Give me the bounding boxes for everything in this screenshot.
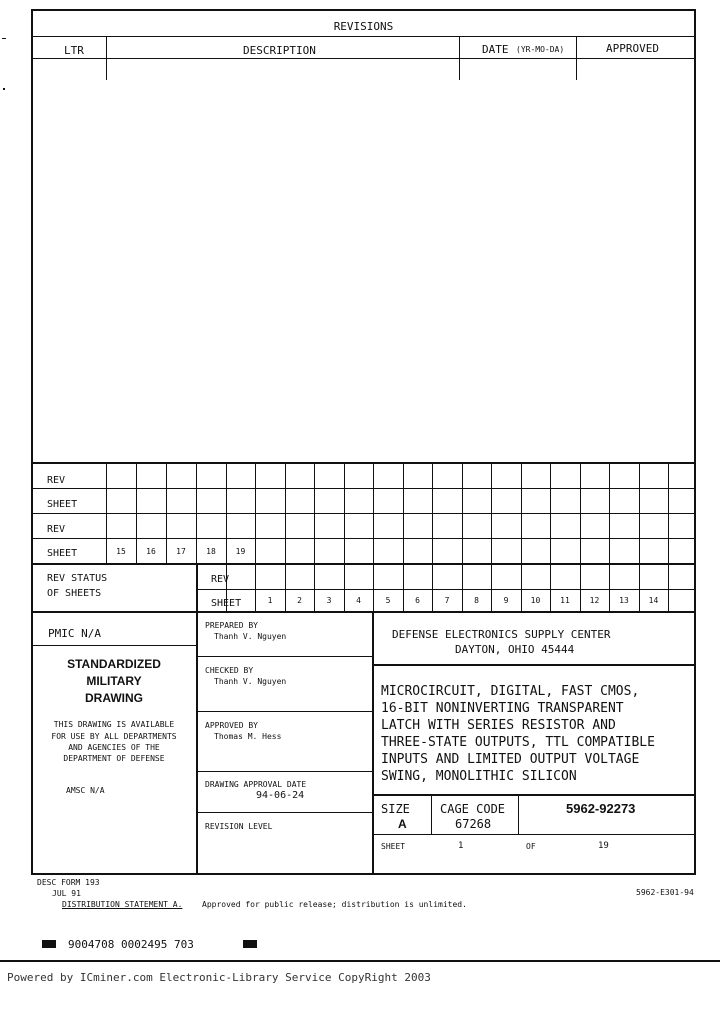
rule bbox=[197, 656, 372, 657]
rule bbox=[491, 463, 492, 563]
doc-code: 5962-E301-94 bbox=[636, 888, 694, 897]
size-value: A bbox=[398, 817, 407, 831]
sheet-number: 5 bbox=[385, 596, 391, 605]
sheet-number: 7 bbox=[444, 596, 450, 605]
rule bbox=[197, 771, 372, 772]
sheet-number: 12 bbox=[589, 596, 600, 605]
standardized-line2: MILITARY bbox=[86, 674, 142, 688]
sheet-number: 17 bbox=[176, 547, 186, 556]
rule bbox=[197, 812, 372, 813]
pmic: PMIC N/A bbox=[48, 627, 101, 640]
approval-date-label: DRAWING APPROVAL DATE bbox=[205, 780, 307, 789]
form-number: DESC FORM 193 bbox=[37, 878, 100, 887]
revision-level-label: REVISION LEVEL bbox=[205, 822, 273, 831]
rule bbox=[373, 794, 695, 796]
title-line5: INPUTS AND LIMITED OUTPUT VOLTAGE bbox=[381, 752, 640, 767]
label-rev: REV bbox=[47, 524, 66, 535]
rule bbox=[373, 664, 695, 666]
label-rev: REV bbox=[47, 475, 66, 486]
sheet-number: 11 bbox=[560, 596, 570, 605]
standardized-line1: STANDARDIZED bbox=[67, 657, 161, 671]
prepared-label: PREPARED BY bbox=[205, 621, 258, 630]
rev-status-line2: OF SHEETS bbox=[47, 588, 102, 599]
title-line3: LATCH WITH SERIES RESISTOR AND bbox=[381, 718, 616, 733]
sheet-number: 10 bbox=[530, 596, 541, 605]
rule bbox=[196, 563, 198, 875]
col-date-format: (YR-MO-DA) bbox=[516, 45, 565, 54]
rule bbox=[285, 463, 286, 563]
amsc: AMSC N/A bbox=[66, 786, 105, 795]
sheet-number: 14 bbox=[648, 596, 659, 605]
sheet-total: 19 bbox=[598, 841, 609, 851]
cage-value: 67268 bbox=[455, 817, 492, 831]
barcode-block-right bbox=[243, 940, 257, 948]
col-approved: APPROVED bbox=[606, 42, 659, 55]
rule bbox=[226, 564, 227, 611]
barcode-text: 9004708 0002495 703 bbox=[68, 938, 194, 951]
cage-label: CAGE CODE bbox=[440, 802, 506, 816]
rule bbox=[196, 589, 695, 590]
rule bbox=[32, 462, 695, 464]
rule bbox=[372, 611, 374, 875]
rule bbox=[431, 795, 432, 834]
rule bbox=[32, 563, 695, 565]
sheet-number: 15 bbox=[116, 547, 126, 556]
rule bbox=[518, 795, 519, 834]
col-description: DESCRIPTION bbox=[243, 44, 316, 57]
rule bbox=[32, 645, 196, 646]
rule bbox=[32, 538, 695, 539]
availability-line3: AND AGENCIES OF THE bbox=[68, 743, 160, 752]
rule bbox=[462, 463, 463, 563]
rule bbox=[255, 463, 256, 563]
availability-line1: THIS DRAWING IS AVAILABLE bbox=[53, 720, 175, 729]
rule bbox=[32, 58, 695, 59]
rule bbox=[373, 463, 374, 563]
center-line1: DEFENSE ELECTRONICS SUPPLY CENTER bbox=[392, 628, 611, 641]
sheet-number: 4 bbox=[356, 596, 361, 605]
col-ltr: LTR bbox=[64, 44, 84, 57]
label-rev: REV bbox=[211, 574, 230, 585]
rule bbox=[373, 834, 695, 835]
checked-label: CHECKED BY bbox=[205, 666, 254, 675]
label-sheet: SHEET bbox=[47, 548, 78, 559]
approval-date-value: 94-06-24 bbox=[256, 790, 305, 801]
rule bbox=[576, 36, 577, 80]
distribution-label: DISTRIBUTION STATEMENT A. bbox=[62, 900, 183, 909]
title-line4: THREE-STATE OUTPUTS, TTL COMPATIBLE bbox=[381, 735, 655, 750]
checked-name: Thanh V. Nguyen bbox=[214, 677, 287, 686]
rule bbox=[197, 711, 372, 712]
sheet-number: 18 bbox=[206, 547, 216, 556]
rule bbox=[521, 463, 522, 563]
rule bbox=[32, 611, 695, 613]
rule bbox=[459, 36, 460, 80]
part-number: 5962-92273 bbox=[566, 801, 636, 816]
rule bbox=[668, 564, 669, 611]
rule bbox=[344, 463, 345, 563]
label-sheet: SHEET bbox=[211, 598, 242, 609]
sheet-number: 13 bbox=[619, 596, 629, 605]
sheet-number: 16 bbox=[146, 547, 156, 556]
rule bbox=[580, 463, 581, 563]
rule bbox=[668, 463, 669, 563]
sheet-number: 1 bbox=[267, 596, 273, 605]
sheet-number: 2 bbox=[297, 596, 302, 605]
rule bbox=[403, 463, 404, 563]
sheet-label: SHEET bbox=[381, 842, 406, 851]
of-label: OF bbox=[526, 842, 536, 851]
powered-by-rule bbox=[0, 960, 720, 962]
rule bbox=[32, 36, 695, 37]
approved-label: APPROVED BY bbox=[205, 721, 258, 730]
rule bbox=[32, 488, 695, 489]
sheet-number: 8 bbox=[474, 596, 479, 605]
title-line6: SWING, MONOLITHIC SILICON bbox=[381, 769, 577, 784]
sheet-value: 1 bbox=[458, 841, 464, 851]
powered-by: Powered by ICminer.com Electronic-Library Service CopyRight 2003 bbox=[7, 971, 431, 984]
rule bbox=[32, 513, 695, 514]
title-line1: MICROCIRCUIT, DIGITAL, FAST CMOS, bbox=[381, 684, 640, 699]
rule bbox=[550, 463, 551, 563]
rule bbox=[639, 463, 640, 563]
rule bbox=[432, 463, 433, 563]
col-date: DATE bbox=[482, 43, 509, 56]
rev-status-line1: REV STATUS bbox=[47, 573, 108, 584]
availability-line2: FOR USE BY ALL DEPARTMENTS bbox=[51, 732, 177, 741]
sheet-number: 9 bbox=[503, 596, 509, 605]
size-label: SIZE bbox=[381, 802, 410, 816]
rule bbox=[609, 463, 610, 563]
form-date: JUL 91 bbox=[52, 889, 81, 898]
distribution-text: Approved for public release; distribution is unlimited. bbox=[202, 900, 467, 909]
rule bbox=[314, 463, 315, 563]
title-line2: 16-BIT NONINVERTING TRANSPARENT bbox=[381, 701, 624, 716]
scan-mark bbox=[3, 88, 5, 90]
sheet-number: 6 bbox=[415, 596, 420, 605]
sheet-number: 3 bbox=[326, 596, 332, 605]
sheet-number: 19 bbox=[235, 547, 246, 556]
center-line2: DAYTON, OHIO 45444 bbox=[455, 643, 575, 656]
standardized-line3: DRAWING bbox=[85, 691, 143, 705]
scan-mark bbox=[2, 38, 6, 39]
approved-name: Thomas M. Hess bbox=[214, 732, 282, 741]
label-sheet: SHEET bbox=[47, 499, 78, 510]
prepared-name: Thanh V. Nguyen bbox=[214, 632, 287, 641]
availability-line4: DEPARTMENT OF DEFENSE bbox=[63, 754, 165, 763]
barcode-block-left bbox=[42, 940, 56, 948]
revisions-title: REVISIONS bbox=[333, 20, 394, 33]
rule bbox=[106, 36, 107, 80]
